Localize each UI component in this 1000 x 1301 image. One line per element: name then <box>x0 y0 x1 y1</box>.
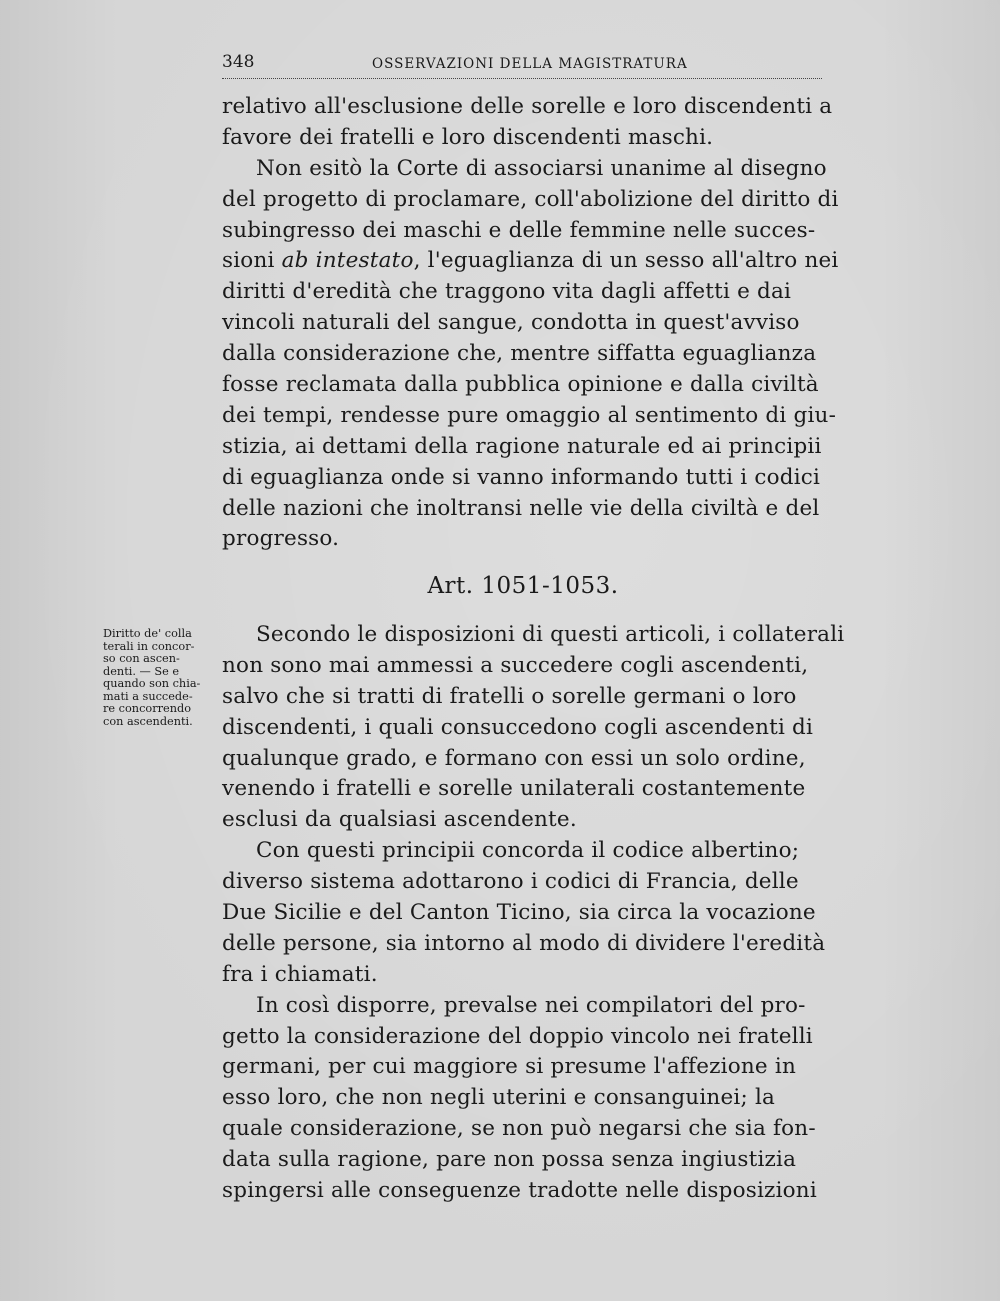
text-line: dalla considerazione che, mentre siffatta eguaglianza <box>222 341 817 367</box>
text-line: qualunque grado, e formano con essi un solo ordine, <box>222 745 806 771</box>
margin-note-line: re concorrendo <box>103 702 192 715</box>
margin-note-line: Diritto de' colla <box>103 627 192 640</box>
margin-note-line: mati a succede- <box>103 689 193 703</box>
page-number: 348 <box>222 52 255 72</box>
text-line: delle nazioni che inoltransi nelle vie della civiltà e del <box>222 495 820 521</box>
text-line: data sulla ragione, pare non possa senza ingiustizia <box>222 1147 797 1173</box>
text-line: del progetto di proclamare, coll'abolizione del diritto di <box>222 186 839 212</box>
paragraph-court-opinion <box>222 154 839 556</box>
margin-note-line: terali in concor- <box>103 639 195 653</box>
text-line: fra i chiamati. <box>222 961 378 987</box>
text-line: di eguaglianza onde si vanno informando tutti i codici <box>222 464 821 490</box>
margin-note-line: con ascendenti. <box>103 714 193 728</box>
text-line: In così disporre, prevalse nei compilatori del pro- <box>256 992 806 1018</box>
text-line: favore dei fratelli e loro discendenti maschi. <box>222 124 714 150</box>
text-line: esclusi da qualsiasi ascendente. <box>222 807 577 833</box>
running-header <box>222 50 822 79</box>
text-line: fosse reclamata dalla pubblica opinione e dalla civiltà <box>222 372 819 398</box>
margin-note-line: quando son chia- <box>103 677 201 690</box>
text-line: stizia, ai dettami della ragione naturale ed ai principii <box>222 433 822 459</box>
text-line: diverso sistema adottarono i codici di Francia, delle <box>222 869 799 895</box>
text-line: venendo i fratelli e sorelle unilaterali costantemente <box>222 776 806 802</box>
text-line: delle persone, sia intorno al modo di dividere l'eredità <box>222 930 826 956</box>
text-line: subingresso dei maschi e delle femmine nelle succes- <box>222 217 816 243</box>
margin-note-line: denti. — Se e <box>103 664 180 678</box>
text-line: spingersi alle conseguenze tradotte nelle disposizioni <box>222 1178 817 1204</box>
text-line: dei tempi, rendesse pure omaggio al sentimento di giu- <box>222 402 837 428</box>
body-text-lower <box>222 620 845 1207</box>
text-line: esso loro, che non negli uterini e consanguinei; la <box>222 1085 776 1111</box>
article-heading-text: Art. 1051-1053. <box>427 573 619 599</box>
running-title: OSSERVAZIONI DELLA MAGISTRATURA <box>372 56 688 72</box>
text-line: relativo all'esclusione delle sorelle e loro discendenti a <box>222 94 833 119</box>
text-line: diritti d'eredità che traggono vita dagli affetti e dai <box>222 279 792 305</box>
text-line: Secondo le disposizioni di questi articoli, i collaterali <box>256 622 845 647</box>
text-line: vincoli naturali del sangue, condotta in quest'avviso <box>222 310 800 336</box>
text-line: germani, per cui maggiore si presume l'affezione in <box>222 1054 796 1080</box>
article-heading <box>222 573 824 599</box>
text-line: sioni ab intestato, l'eguaglianza di un sesso all'altro nei <box>222 248 839 274</box>
text-line: non sono mai ammessi a succedere cogli ascendenti, <box>222 652 809 678</box>
paragraph-continuation <box>222 92 833 154</box>
text-line: progresso. <box>222 526 340 552</box>
margin-note <box>103 628 209 728</box>
paragraph-codes-comparison <box>222 836 824 990</box>
text-line: Non esitò la Corte di associarsi unanime al disegno <box>256 155 827 181</box>
paragraph-article-explanation <box>222 620 845 836</box>
text-line: Con questi principii concorda il codice albertino; <box>256 838 800 864</box>
text-line: quale considerazione, se non può negarsi che sia fon- <box>222 1116 816 1142</box>
text-line: Due Sicilie e del Canton Ticino, sia circa la vocazione <box>222 900 816 926</box>
margin-note-line: so con ascen- <box>103 652 180 665</box>
text-line: salvo che si tratti di fratelli o sorelle germani o loro <box>222 683 797 709</box>
text-line: discendenti, i quali consuccedono cogli ascendenti di <box>222 714 814 740</box>
paragraph-double-bond <box>222 991 824 1207</box>
text-line: getto la considerazione del doppio vincolo nei fratelli <box>222 1023 813 1049</box>
body-text-upper <box>222 92 839 555</box>
